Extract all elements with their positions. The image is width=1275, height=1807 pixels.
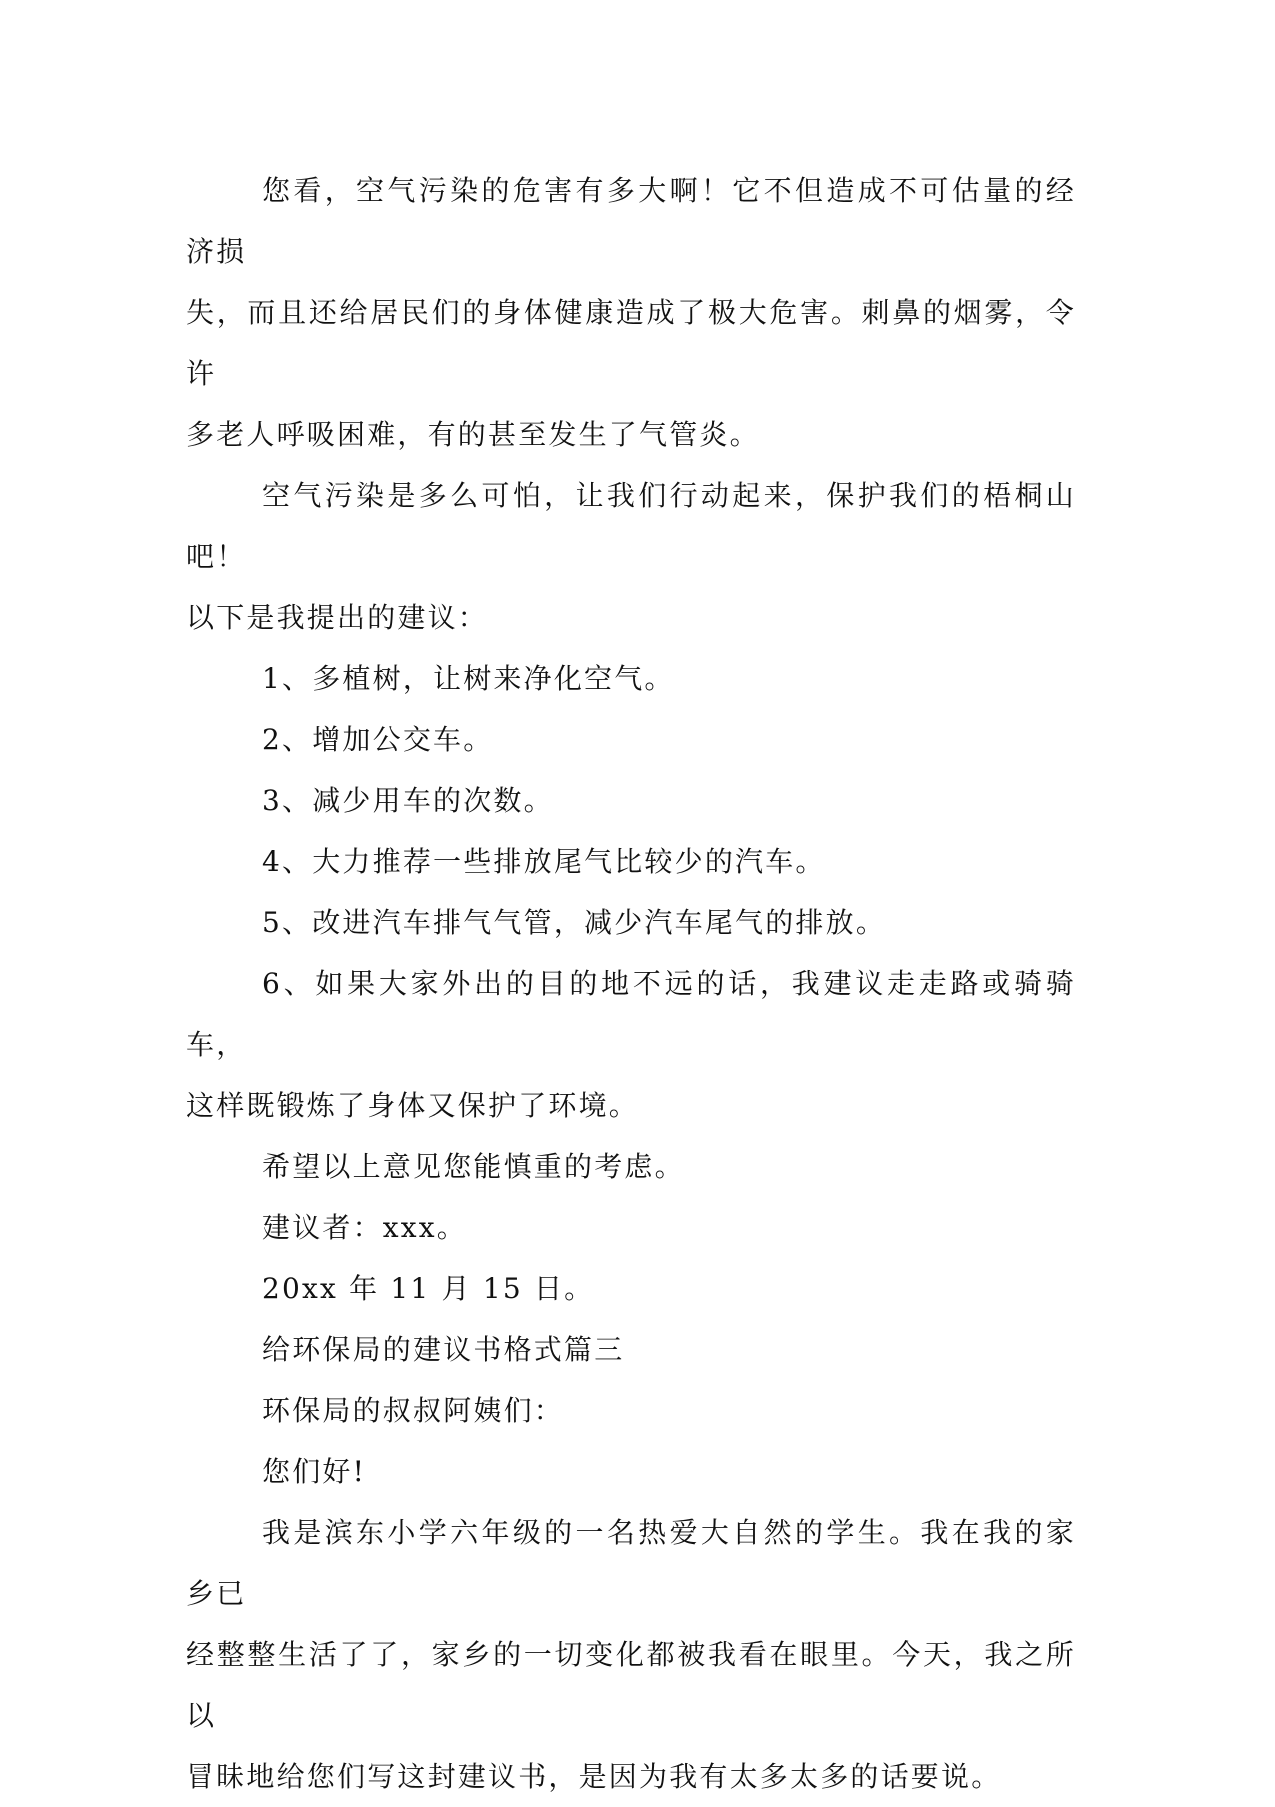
text-line: 这样既锻炼了身体又保护了环境。 [186,1089,640,1122]
paragraph-introduction [186,1502,1076,1807]
text-line: 以下是我提出的建议： [186,601,489,634]
closing-wish [186,1136,1076,1197]
paragraph-call-to-action [186,465,1076,648]
text-line: 经整整生活了了，家乡的一切变化都被我看在眼里。今天，我之所以 [186,1638,1076,1732]
text-line: 环保局的叔叔阿姨们： [262,1394,565,1427]
suggestion-item-1 [186,648,1076,709]
text-line: 4、大力推荐一些排放尾气比较少的汽车。 [262,845,826,878]
text-line: 1、多植树，让树来净化空气。 [262,662,675,695]
suggestion-item-3 [186,770,1076,831]
text-line: 多老人呼吸困难，有的甚至发生了气管炎。 [186,418,760,451]
salutation [186,1380,1076,1441]
suggestion-item-2 [186,709,1076,770]
text-line: 20xx 年 11 月 15 日。 [262,1272,595,1305]
text-line: 5、改进汽车排气气管，减少汽车尾气的排放。 [262,906,887,939]
paragraph-pollution-harm [186,160,1076,465]
suggestion-item-5 [186,892,1076,953]
document-body [186,160,1076,1807]
text-line: 建议者：xxx。 [262,1211,467,1244]
text-line: 6、如果大家外出的目的地不远的话，我建议走走路或骑骑车， [186,967,1076,1061]
text-line: 您看，空气污染的危害有多大啊！它不但造成不可估量的经济损 [186,174,1076,268]
section-heading [186,1319,1076,1380]
text-line: 失，而且还给居民们的身体健康造成了极大危害。刺鼻的烟雾，令许 [186,296,1076,390]
suggestion-item-4 [186,831,1076,892]
signature-author [186,1197,1076,1258]
text-line: 我是滨东小学六年级的一名热爱大自然的学生。我在我的家乡已 [186,1516,1076,1610]
text-line: 3、减少用车的次数。 [262,784,554,817]
text-line: 空气污染是多么可怕，让我们行动起来，保护我们的梧桐山吧！ [186,479,1076,573]
text-line: 您们好! [262,1455,367,1488]
text-line: 冒昧地给您们写这封建议书，是因为我有太多太多的话要说。 [186,1760,1002,1793]
signature-date [186,1258,1076,1319]
greeting [186,1441,1076,1502]
suggestion-item-6 [186,953,1076,1136]
text-line: 希望以上意见您能慎重的考虑。 [262,1150,685,1183]
text-line: 2、增加公交车。 [262,723,494,756]
text-line: 给环保局的建议书格式篇三 [262,1333,625,1366]
